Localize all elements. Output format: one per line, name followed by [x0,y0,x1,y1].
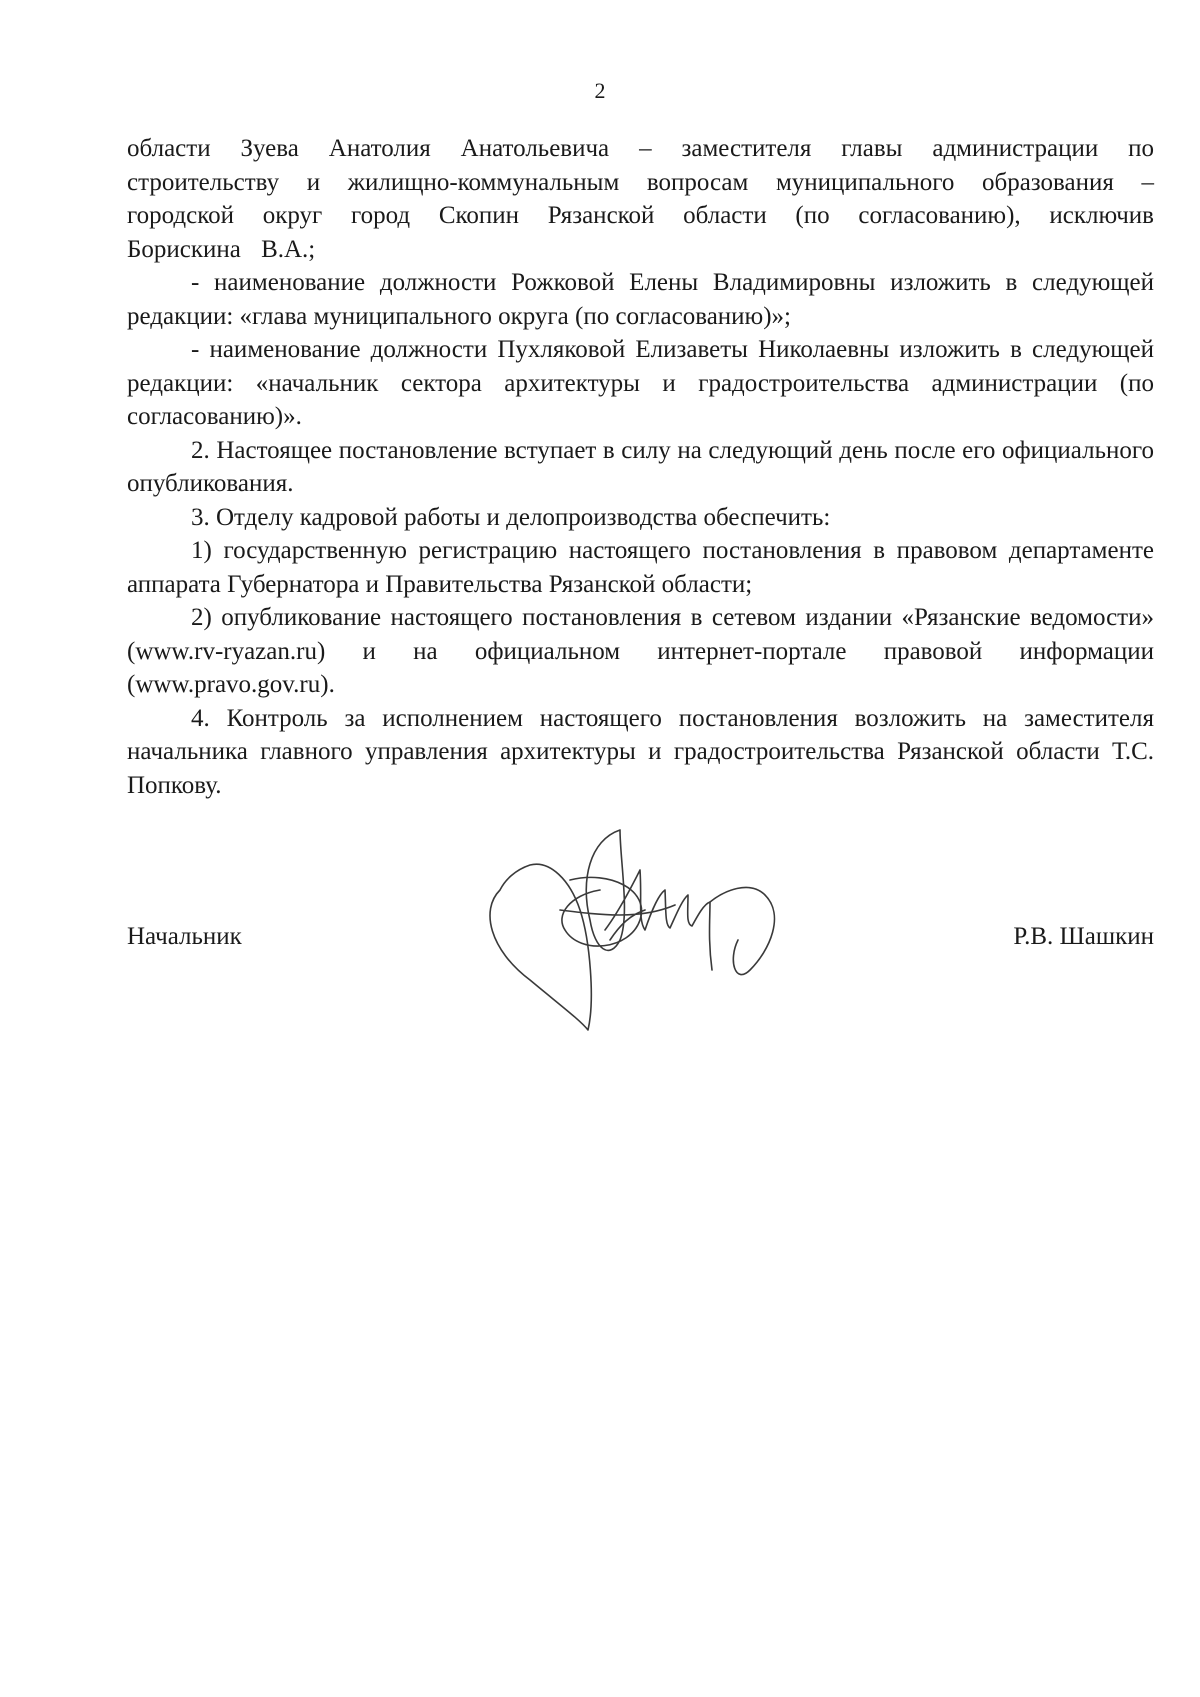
paragraph-members-change: области Зуева Анатолия Анатольевича – заместителя главы администрации по строительству и жилищно-коммунальным вопросам муниципального образования – городской округ город Скопин Рязанской области (по согласованию), исключив Борискина В.А.; [127,135,1154,263]
paragraph-control: 4. Контроль за исполнением настоящего постановления возложить на заместителя начальника главного управления архитектуры и градостроительства Рязанской области Т.С. Попкову. [127,704,1154,799]
paragraph-state-registration: 1) государственную регистрацию настоящего постановления в правовом департаменте аппарата Губернатора и Правительства Рязанской области; [127,537,1154,598]
paragraph-pukhlyakova-position: - наименование должности Пухляковой Елизаветы Николаевны изложить в следующей редакции: «начальник сектора архитектуры и градостроительства администрации (по согласованию)». [127,336,1154,430]
document-body [127,132,1154,802]
signer-name: Р.В. Шашкин [1013,923,1154,950]
paragraph-publication: 2) опубликование настоящего постановления в сетевом издании «Рязанские ведомости» (www.rv-ryazan.ru) и на официальном интернет-портале правовой информации (www.pravo.gov.ru). [127,604,1154,698]
paragraph-effective-date: 2. Настоящее постановление вступает в силу на следующий день после его официального опубликования. [127,436,1154,497]
signature-block [127,920,1154,960]
signer-title: Начальник [127,923,242,950]
page-number: 2 [594,78,606,103]
paragraph-hr-department: 3. Отделу кадровой работы и делопроизводства обеспечить: [191,503,831,531]
paragraph-rozhkova-position: - наименование должности Рожковой Елены Владимировны изложить в следующей редакции: «глава муниципального округа (по согласованию)»; [127,269,1154,330]
